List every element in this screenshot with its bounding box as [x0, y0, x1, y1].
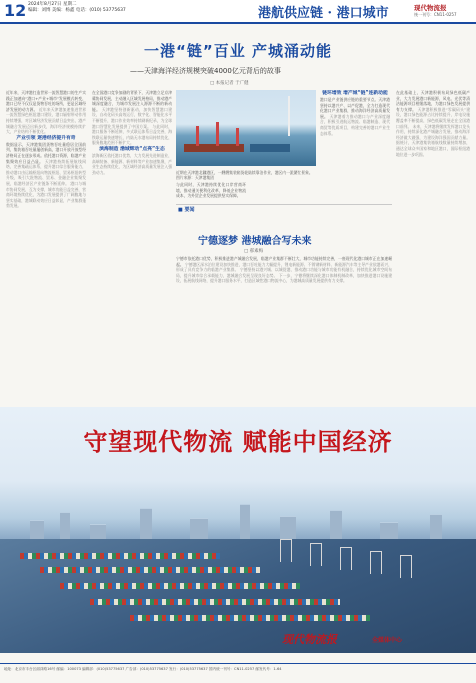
- banner-title: 守望现代物流 赋能中国经济: [83, 427, 393, 456]
- second-byline: □ 郝素梅: [244, 249, 264, 254]
- article-column-1: 近年来，天津港打造世界一流智慧港口的生产实践正加速向“港口+产业+城市”发展模式转变，港口已经不仅仅是货物吞吐的场所，更是区域经济发展的动力源。 近年来天津港加速推进世界一流智慧绿色枢纽港口建设，港口辐射带动作用持续增强，对区域经济发展贡献日益突出，港产城融合发展迈出新步伐，海洋经济规模持续扩大，产业结构不断优化。 产业引领 逐港经济提升有奇 数据显示，天津港集团货物吞吐量稳居全国前列，集装箱吞吐量屡创新高，港口开放开放型经济格局正在逐步形成。依托港口资源，临港产业集聚效应日益凸显。 天津港持续拓展航线网络，完善集疏运体系，提升港口综合服务能力，推动港口由运输枢纽向物流枢纽、贸易枢纽转型升级，吸引大批物流、贸易、金融企业集聚发展，临港经济区产业链条不断延伸。 港口与城市协同发展，互为支撑，城市功能日益完善，营商环境持续优化，为港口发展提供了广阔腹地与坚实基础，港城联动效应日益彰显，产业集群蓬勃发展。: [6, 90, 86, 209]
- divider: [176, 204, 392, 205]
- newspaper-logo: 现代物流报: [414, 4, 447, 12]
- banner-signature: 现代物流报: [282, 633, 337, 646]
- masthead-editor: 编辑：刘博 美编：杨鑫 电话：(010) 53775637: [28, 8, 126, 13]
- column-subheading: 产业引领 逐港经济提升有奇: [16, 135, 76, 141]
- article-column-5: 在此基础上，天津港积极布局绿色低碳产业，大力发展港口新能源，风电、光伏等清洁能源项目相继落地，为港口绿色发展提供有力支撑。 天津港积极推进“零碳码头”建设，港口绿色能源占比持续提升，岸电设施覆盖率不断提高，绿色低碳发展走在全国港口前列。 未来，天津港将继续发挥港口龙头作用，持续深化港产城融合发展，推动海洋经济做大做强，为建设海洋强国贡献力量。 据统计，天津港集装箱航线数量持续增加，通达全球众多国家和地区港口，国际枢纽港地位进一步巩固。: [396, 90, 470, 157]
- container-terminal: [0, 539, 476, 653]
- crane-shape: [216, 122, 219, 146]
- column-subheading: 链环增效 增产城“链”连新动能: [322, 91, 388, 96]
- column-text: 数据显示，天津港集团货物吞吐量稳居全国前列，集装箱吞吐量屡创新高，港口开放开放型经济格局正在逐步形成。依托港口资源，临港产业集聚效应日益凸显。: [6, 141, 86, 164]
- lead-byline: □ 本报记者 于广健: [210, 81, 249, 86]
- article-column-4: 链环增效 增产城“链”连新动能 港口是产业链供应链的重要节点。天津港坚持以港兴产、以产促港，全力打造现代化港口产业集群，推动海洋经济高质量发展。 天津港着力推动港口与产业深度融合，积极引进航运物流、临港制造、现代商贸等优质项目，构建完善的港口产业生态体系。: [320, 91, 390, 136]
- newspaper-issn: 统一刊号：CN11-0257: [414, 12, 457, 17]
- ship-shape: [184, 144, 244, 152]
- section-mark: ■ 要闻: [178, 207, 195, 213]
- masthead-meta: [28, 2, 148, 14]
- column-text: 宁德市依托港口优势，积极推进港产城融合发展，临港产业集群不断壮大，城市功能持续完善，一座现代化港口城市正在加速崛起。: [176, 256, 392, 267]
- article-column-3: [176, 182, 246, 204]
- page-footer: 地址：北京市丰台区丽泽路16号 邮编：100073 编辑部：(010)53775637 广告部：(010)53775637 发行：(010)53775637 国内统一刊号：CN11-0257 邮发代号：1-64: [0, 663, 476, 683]
- column-text: 与此同时，天津港持续优化口岸营商环境，推动通关便利化改革，降低企业物流成本，为外贸企业发展提供坚实保障。: [176, 182, 246, 199]
- lead-headline: 一港“链”百业 产城涌动能: [144, 42, 332, 60]
- page-number: 12: [4, 1, 27, 20]
- second-article: 宁德市依托港口优势，积极推进港产城融合发展，临港产业集群不断壮大，城市功能持续完善，一座现代化港口城市正在加速崛起。 宁德港区深水泊位建设加快推进，港口吞吐能力大幅提升，锂电新能源、不锈钢新材料、新能源汽车等主导产业依港而兴，形成了具有竞争力的临港产业集群。 宁德坚持以港兴城、以城促港，推动港口功能与城市功能有机融合，持续优化城市空间布局，提升城市综合承载能力，港城融合发展呈现良好态势。 下一步，宁德将继续深化港口体制机制改革，加快推进港口设施建设，拓展航线网络，提升港口服务水平，打造区域性港口物流中心，为港城高质量发展提供有力支撑。: [176, 256, 392, 284]
- column-text: 在此基础上，天津港积极布局绿色低碳产业，大力发展港口新能源，风电、光伏等清洁能源项目相继落地，为港口绿色发展提供有力支撑。: [396, 90, 470, 112]
- port-photo: [176, 90, 316, 166]
- column-text: 港口是产业链供应链的重要节点。天津港坚持以港兴产、以产促港，全力打造现代化港口产业集群，推动海洋经济高质量发展。: [320, 97, 390, 119]
- photo-caption: 近期在天津港北疆港区，一艘艘集装箱货轮陆续靠泊作业，港区内一派繁忙景象。 图片来源：天津港集团: [176, 170, 313, 181]
- banner-signature-sub: 全媒体中心: [372, 637, 403, 644]
- masthead: [0, 0, 476, 24]
- second-headline: 宁德逐梦 港城融合写未来: [198, 236, 312, 247]
- column-subheading: 滨海制造 渤城辉动“点亮”生态: [99, 146, 165, 152]
- crane-shape: [236, 128, 239, 146]
- lead-subhead: ——天津海洋经济规模突破4000亿元背后的故事: [130, 67, 281, 75]
- city-skyline: [0, 499, 476, 539]
- crane-shape: [196, 126, 199, 146]
- ship-shape: [250, 144, 290, 152]
- wind-turbine-shape: [288, 96, 290, 136]
- promo-banner: [0, 407, 476, 653]
- column-text: 近年来，天津港打造世界一流智慧港口的生产实践正加速向“港口+产业+城市”发展模式转变，港口已经不仅仅是货物吞吐的场所，更是区域经济发展的动力源。: [6, 90, 86, 112]
- masthead-date: 2024年8月27日 星期二: [28, 2, 77, 7]
- section-title: 港航供应链 · 港口城市: [258, 6, 389, 21]
- article-column-2: 在全国港口竞争加剧的背景下，天津港立足京津冀协同发展，主动融入区域发展格局，推动港产城深度融合，为城市发展注入源源不断的新动能。 天津港坚持创新驱动，加快智慧港口建设，自动化码头高效运行，数字化、智能化水平不断提升，港口作业效率持续刷新纪录，为全球港口智慧化发展提供了中国方案。 与此同时，港口服务不断延伸，多式联运体系日益完善，海铁联运量快速增长，内陆无水港布局持续优化，服务腹地范围不断扩大。 滨海制造 渤城辉动“点亮”生态 滨海新区依托港口优势，大力发展先进制造业，高端装备、新能源、新材料等产业加速集聚，产业生态持续优化，为区域经济高质量发展注入强劲动力。: [92, 90, 172, 175]
- column-text: 在全国港口竞争加剧的背景下，天津港立足京津冀协同发展，主动融入区域发展格局，推动港产城深度融合，为城市发展注入源源不断的新动能。: [92, 90, 172, 112]
